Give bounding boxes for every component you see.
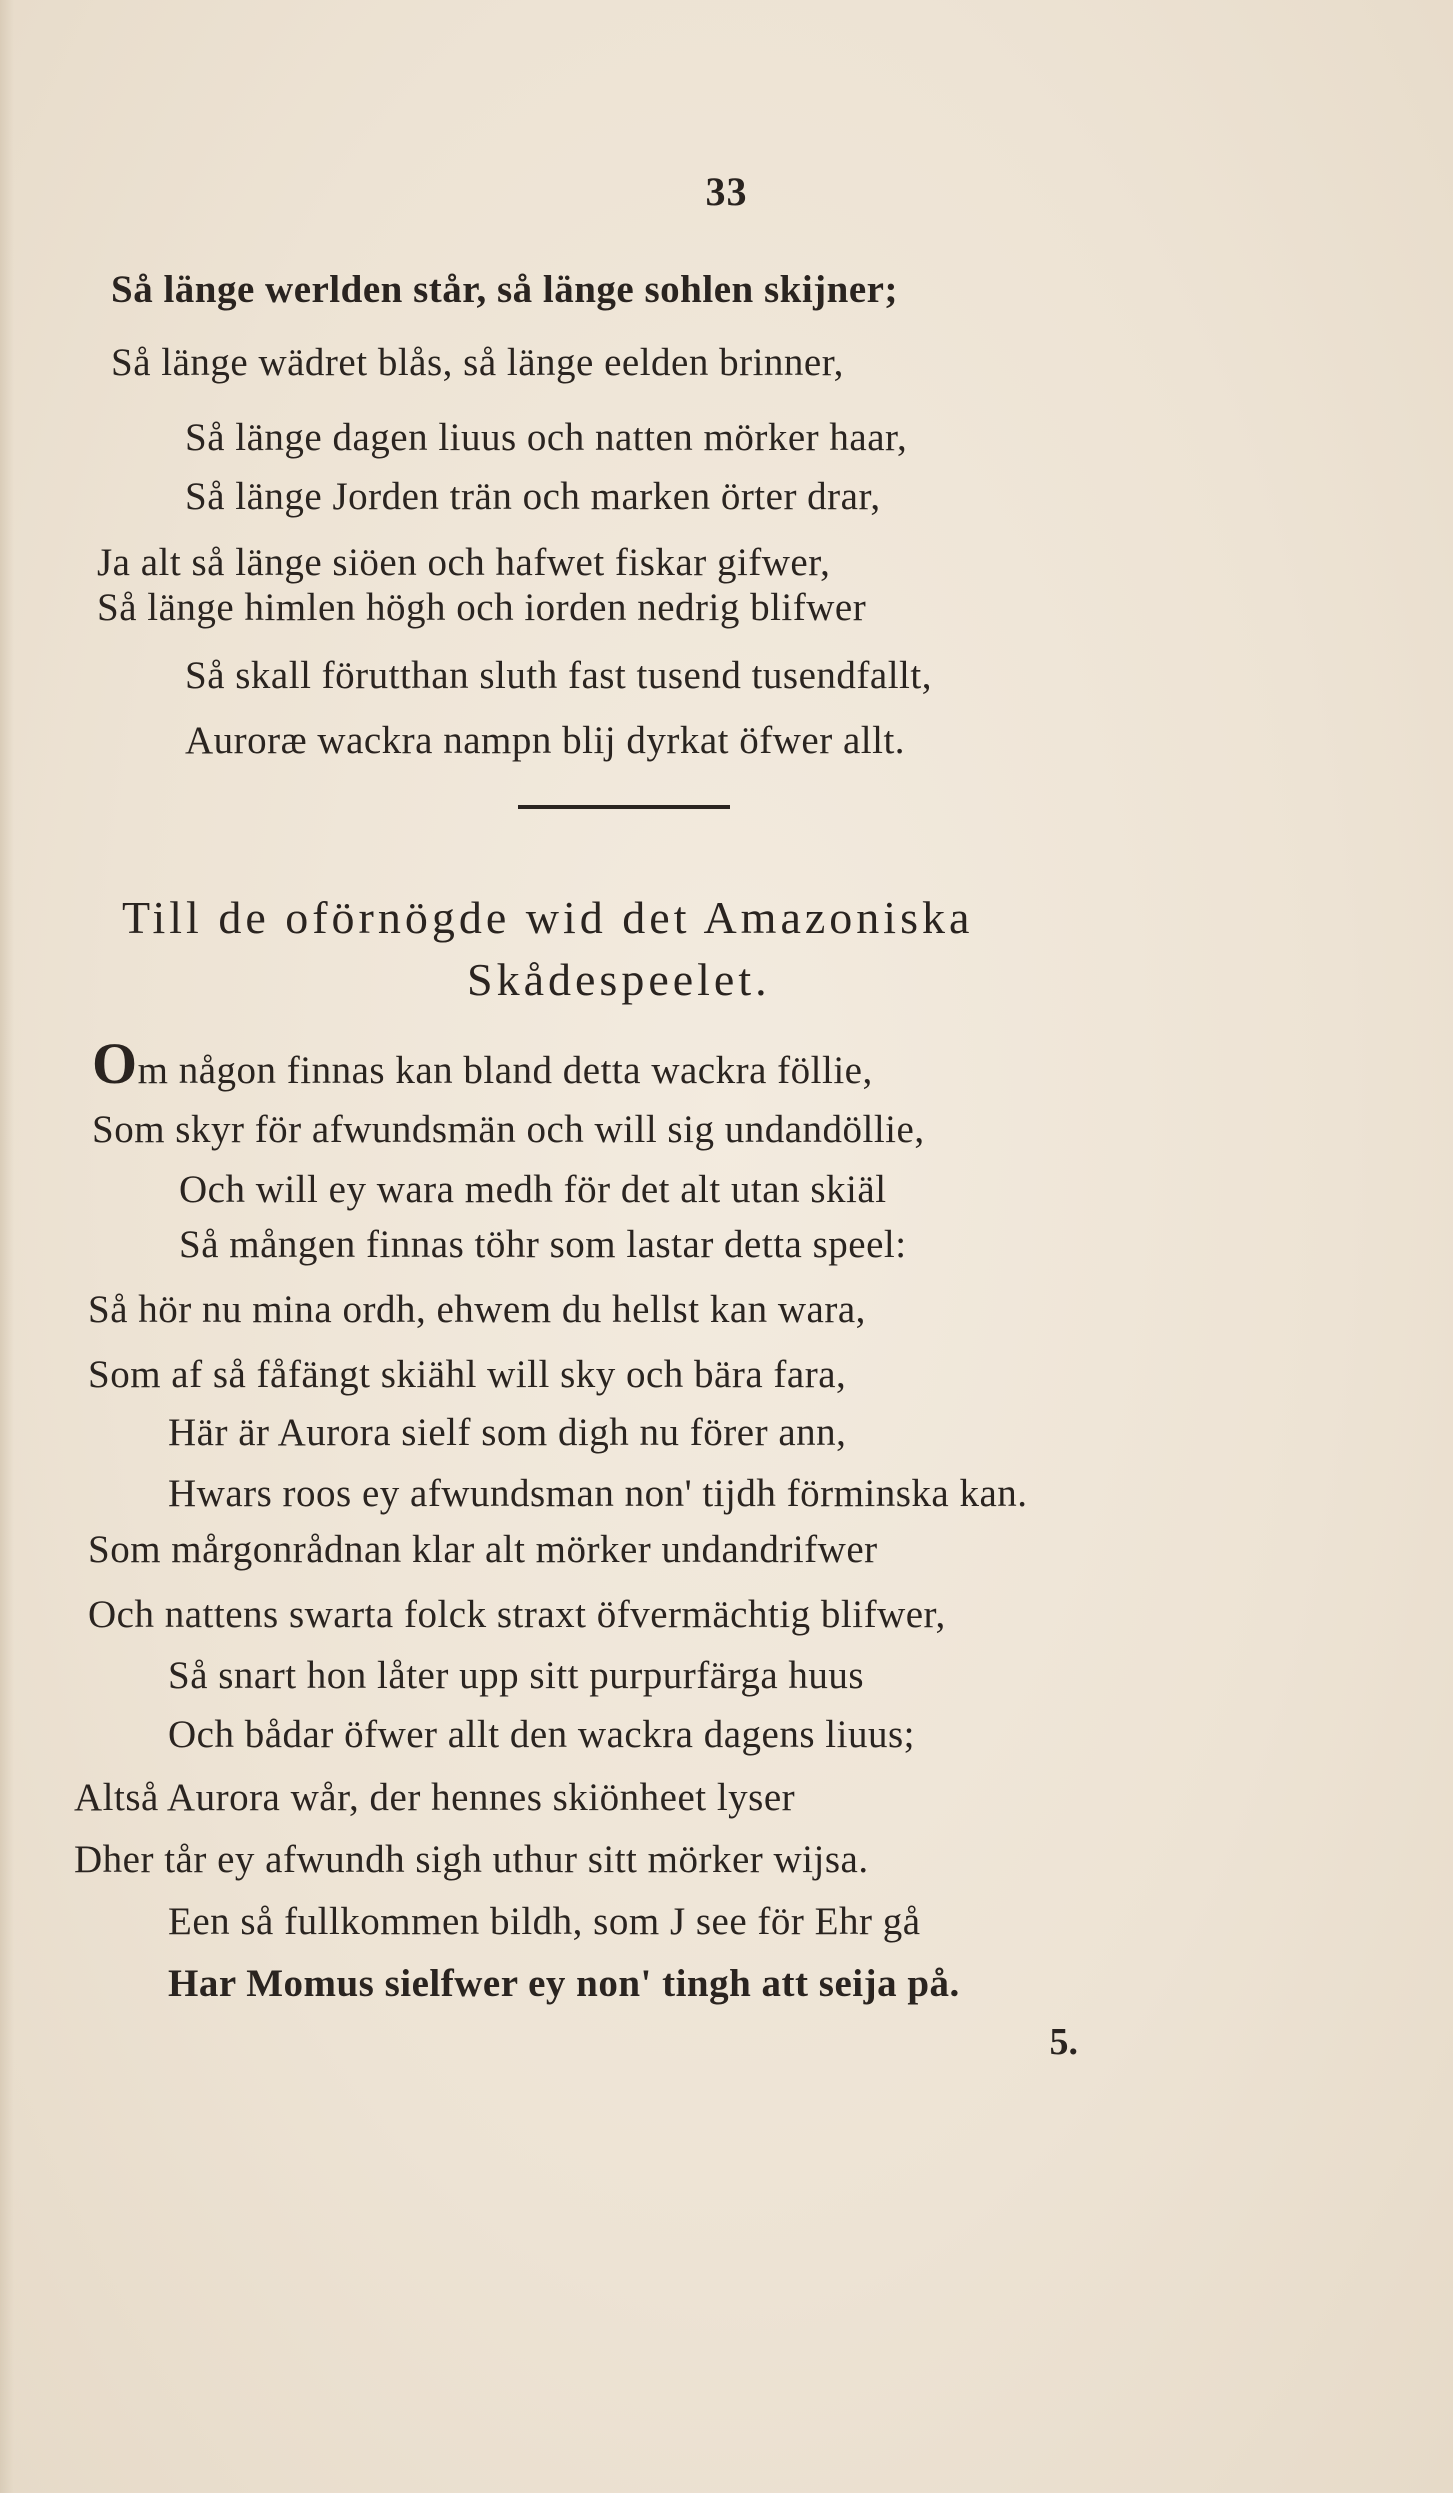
poem-title-line-1: Till de oförnögde wid det Amazoniska — [122, 892, 974, 943]
drop-cap: O — [92, 1031, 138, 1096]
poem-line-7: Här är Aurora sielf som digh nu förer ann, — [168, 1411, 847, 1454]
poem-line-2: Som skyr för afwundsmän och will sig undandöllie, — [92, 1108, 925, 1151]
poem-line-6: Som af så fåfängt skiähl will sky och bära fara, — [88, 1353, 847, 1396]
poem-line-16: Har Momus sielfwer ey non' tingh att seija på. — [168, 1962, 960, 2005]
section-divider — [518, 805, 730, 809]
poem-line-9: Som mårgonrådnan klar alt mörker undandrifwer — [88, 1528, 878, 1571]
stanza1-line-3: Så länge dagen liuus och natten mörker haar, — [185, 416, 908, 459]
stanza1-line-4: Så länge Jorden trän och marken örter drar, — [185, 475, 881, 518]
poem-line-10: Och nattens swarta folck straxt öfvermächtig blifwer, — [88, 1593, 946, 1636]
stanza1-line-8: Auroræ wackra nampn blij dyrkat öfwer allt. — [185, 719, 906, 762]
poem-line-14: Dher tår ey afwundh sigh uthur sitt mörker wijsa. — [74, 1838, 869, 1881]
poem-line-5: Så hör nu mina ordh, ehwem du hellst kan wara, — [88, 1288, 866, 1331]
poem-line-11: Så snart hon låter upp sitt purpurfärga huus — [168, 1654, 865, 1697]
poem-title-line-2: Skådespeelet. — [467, 954, 771, 1005]
page-number: 33 — [705, 169, 748, 214]
stanza1-line-5: Ja alt så länge siöen och hafwet fiskar gifwer, — [97, 541, 831, 584]
poem-line-3: Och will ey wara medh för det alt utan skiäl — [179, 1168, 887, 1211]
poem-line-1 — [92, 1031, 873, 1096]
printer-signature-mark: 5. — [1049, 2021, 1078, 2063]
stanza1-line-2: Så länge wädret blås, så länge eelden brinner, — [111, 341, 844, 384]
poem-line-12: Och bådar öfwer allt den wackra dagens liuus; — [168, 1713, 915, 1756]
poem-line-8: Hwars roos ey afwundsman non' tijdh förminska kan. — [168, 1472, 1028, 1515]
stanza1-line-6: Så länge himlen högh och iorden nedrig blifwer — [97, 586, 867, 629]
poem-line-4: Så mången finnas töhr som lastar detta speel: — [179, 1223, 907, 1266]
poem-line-1-text: m någon finnas kan bland detta wackra föllie, — [137, 1049, 873, 1092]
stanza1-line-7: Så skall förutthan sluth fast tusend tusendfallt, — [185, 654, 932, 697]
poem-line-13: Altså Aurora wår, der hennes skiönheet lyser — [74, 1776, 796, 1819]
stanza1-line-1: Så länge werlden står, så länge sohlen skijner; — [111, 268, 898, 311]
poem-line-15: Een så fullkommen bildh, som J see för Ehr gå — [168, 1900, 921, 1943]
